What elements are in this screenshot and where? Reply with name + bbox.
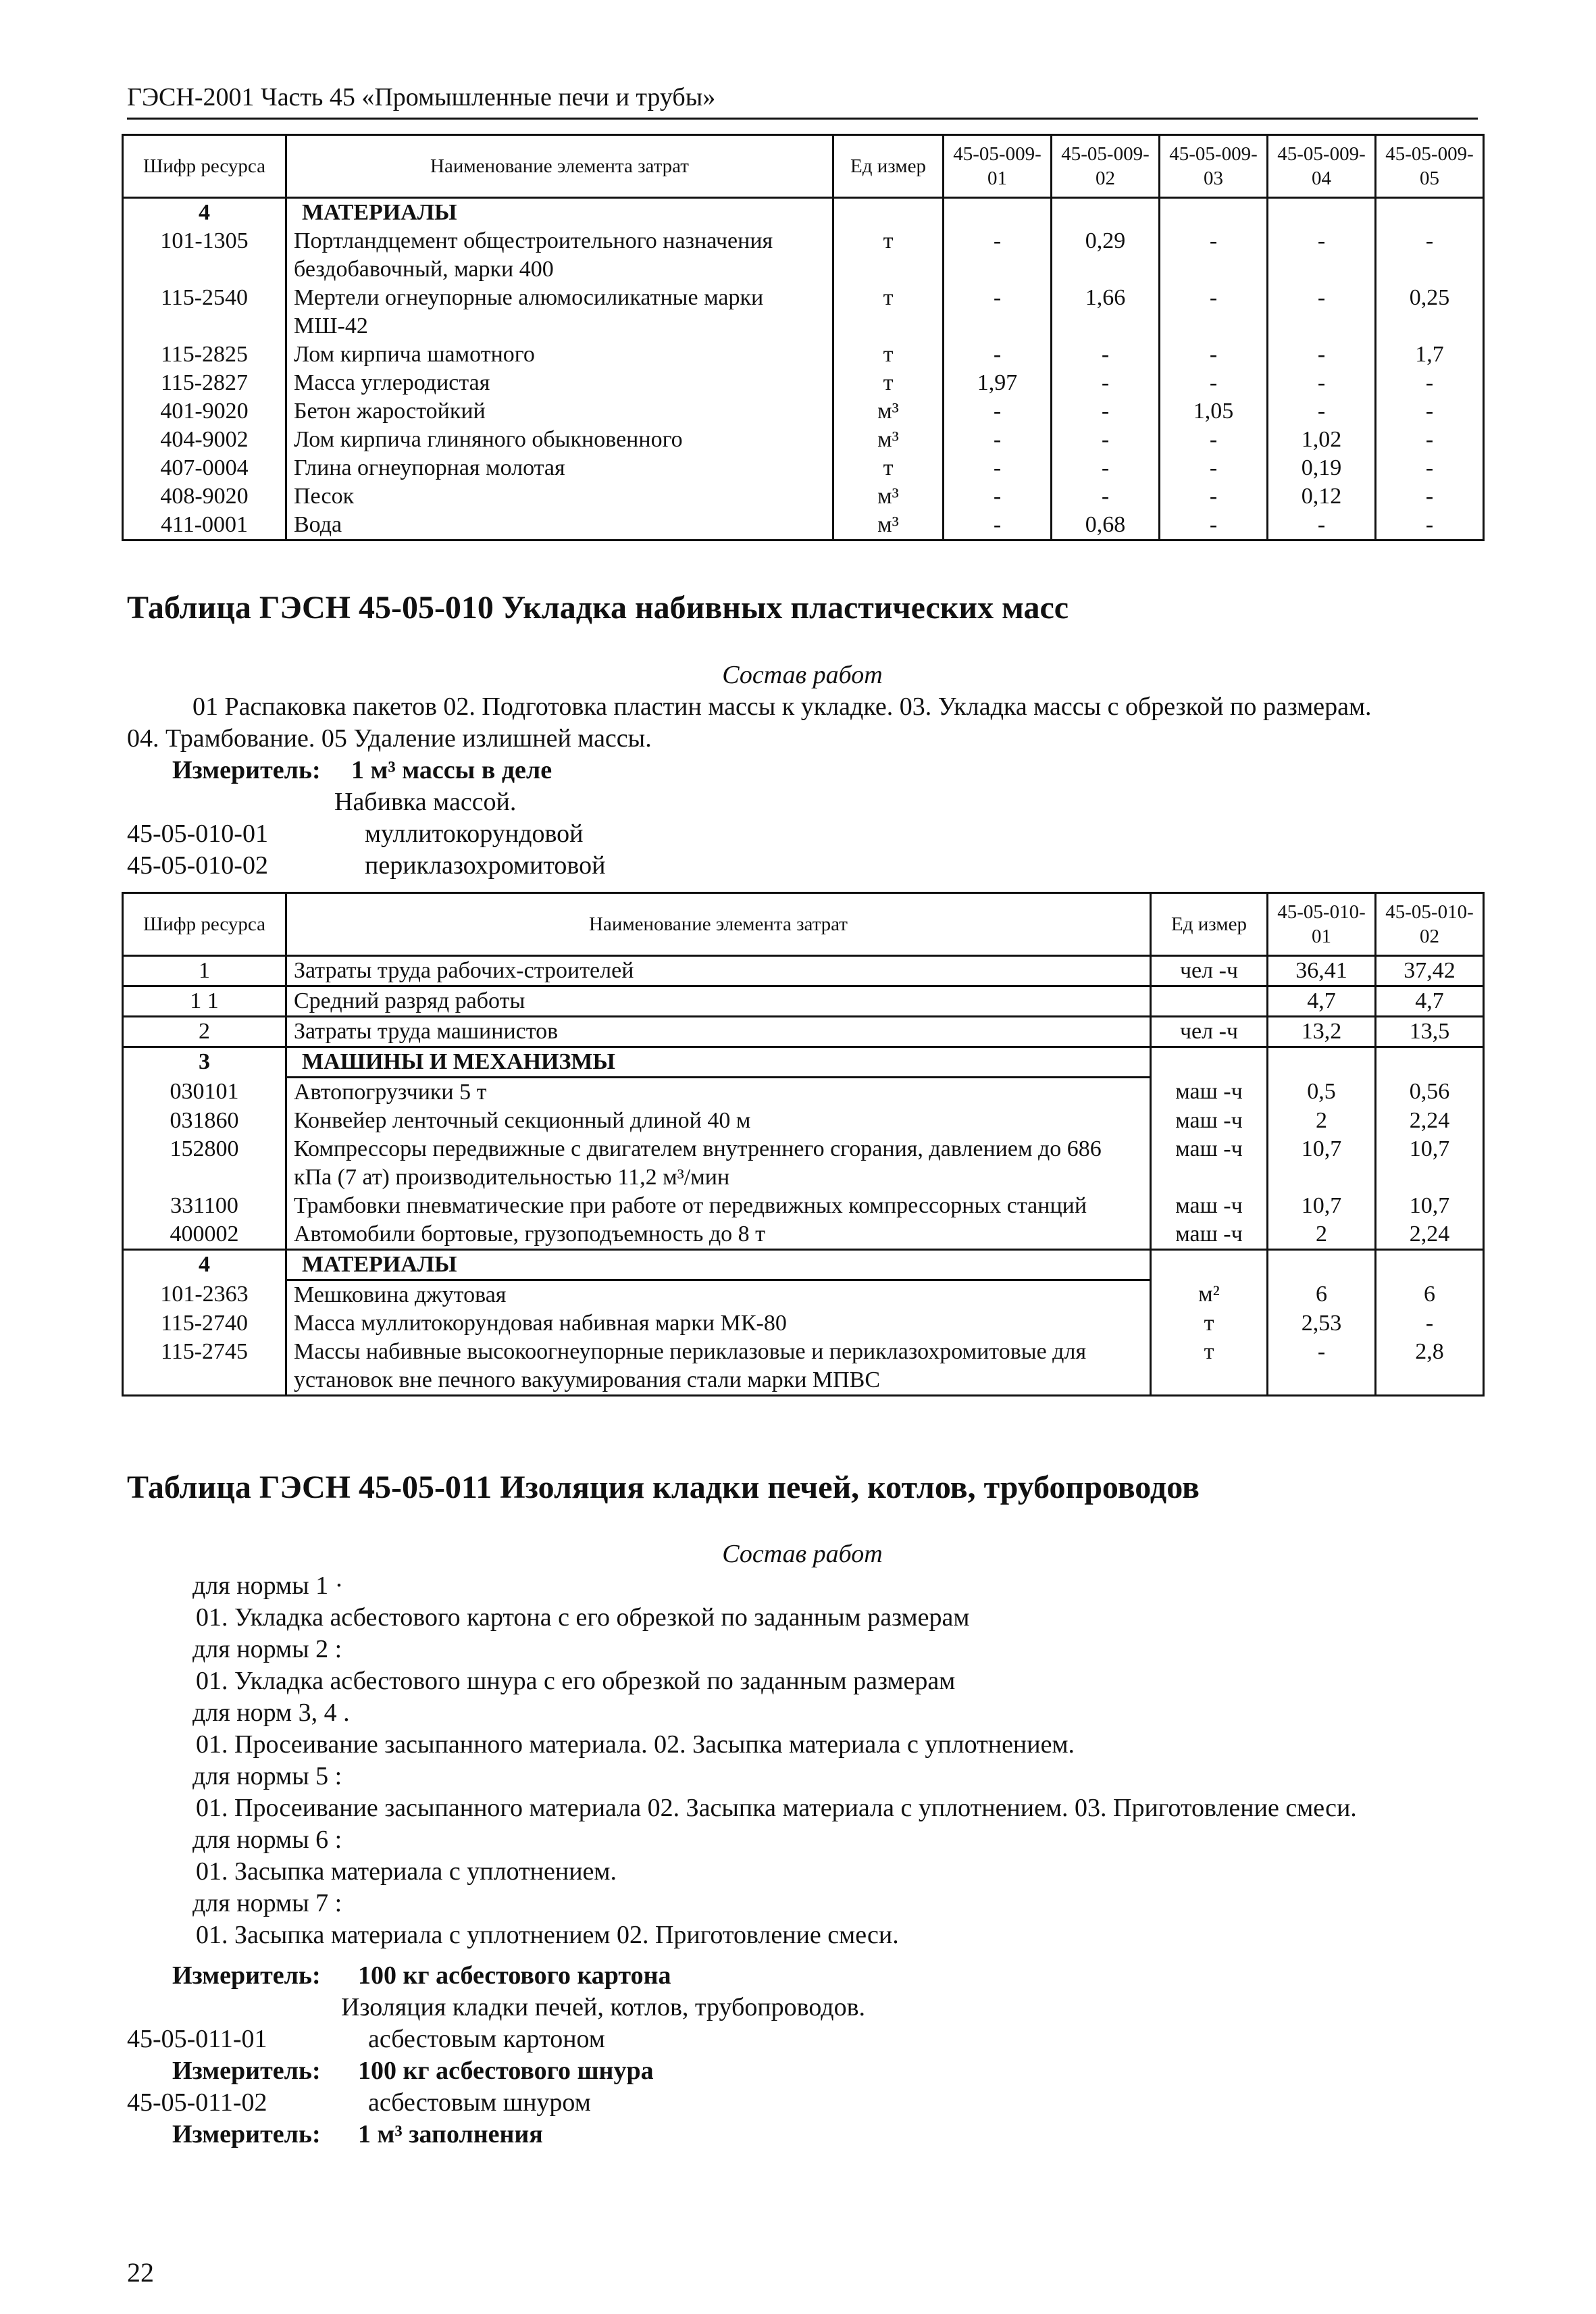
norm-value: - [944,454,1052,482]
measure-value: 1 м³ заполнения [358,2120,543,2148]
norm-value: - [944,341,1052,369]
resource-unit: т [833,227,944,284]
subtitle: Изоляция кладки печей, котлов, трубопроводов. [341,1993,866,2021]
resource-unit: м³ [833,397,944,426]
norm-value: - [1376,454,1484,482]
norm-value: - [1052,454,1160,482]
norm-value: - [1376,511,1484,540]
resource-name: Затраты труда машинистов [286,1017,1151,1047]
norm-value: - [1052,369,1160,397]
resource-name: Автомобили бортовые, грузоподъемность до 8 т [286,1220,1151,1250]
resource-unit: маш -ч [1151,1078,1268,1107]
norm-value: 0,68 [1052,511,1160,540]
section-row [123,1250,1484,1280]
table-row [123,227,1484,284]
col-header-norm: 45-05-009-03 [1160,135,1268,198]
resource-name: Автопогрузчики 5 т [286,1078,1151,1107]
subtitle: Набивка массой. [334,788,517,816]
norm-value: 1,7 [1376,341,1484,369]
resource-unit: маш -ч [1151,1220,1268,1250]
norm-value: - [1376,369,1484,397]
norm-value: 1,02 [1268,426,1376,454]
table-row [123,341,1484,369]
resource-table-010 [122,892,1485,1397]
table-row [123,1078,1484,1107]
table-title-010: Таблица ГЭСН 45-05-010 Укладка набивных пластических масс [127,590,1069,626]
resource-name: Вода [286,511,833,540]
measure-label: Измеритель: [172,2057,321,2085]
norm-value: 2 [1268,1107,1376,1135]
norm-value: - [1160,227,1268,284]
norm-value: 0,25 [1376,284,1484,341]
col-header-unit: Ед измер [1151,893,1268,956]
norm-value: - [944,397,1052,426]
resource-unit: м³ [833,426,944,454]
norm-value: 2,24 [1376,1107,1484,1135]
norm-value: 13,2 [1268,1017,1376,1047]
table-row [123,482,1484,511]
norm-value: 4,7 [1376,986,1484,1017]
measure-value: 100 кг асбестового картона [358,1961,671,1990]
norm-value: 6 [1376,1280,1484,1310]
section-name: МАТЕРИАЛЫ [286,1250,1151,1280]
composition-title: Состав работ [722,1540,883,1568]
resource-name: Мешковина джутовая [286,1280,1151,1310]
measure-label: Измеритель: [172,756,321,784]
resource-unit: т [1151,1338,1268,1396]
table-row [123,397,1484,426]
resource-code: 115-2540 [123,284,286,341]
resource-name: Портландцемент общестроительного назначения бездобавочный, марки 400 [286,227,833,284]
norm-value: 6 [1268,1280,1376,1310]
norm-value: - [1376,227,1484,284]
table-row [123,284,1484,341]
norm-name: периклазохромитовой [365,851,606,880]
resource-unit: маш -ч [1151,1107,1268,1135]
col-header-code: Шифр ресурса [123,135,286,198]
resource-unit: т [833,341,944,369]
table-title-011: Таблица ГЭСН 45-05-011 Изоляция кладки печей, котлов, трубопроводов [127,1469,1200,1505]
norm-value: - [944,482,1052,511]
col-header-code: Шифр ресурса [123,893,286,956]
norm-value: 10,7 [1268,1192,1376,1220]
resource-name: Масса углеродистая [286,369,833,397]
resource-unit: маш -ч [1151,1135,1268,1192]
norm-name: асбестовым шнуром [368,2088,591,2117]
section-row [123,1047,1484,1078]
col-header-norm: 45-05-010-01 [1268,893,1376,956]
norm-code: 45-05-010-02 [127,851,268,880]
resource-code: 400002 [123,1220,286,1250]
resource-name: Мертели огнеупорные алюмосиликатные марки МШ-42 [286,284,833,341]
col-header-norm: 45-05-009-05 [1376,135,1484,198]
table-row [123,1309,1484,1338]
measure-label: Измеритель: [172,2120,321,2148]
resource-name: Лом кирпича глиняного обыкновенного [286,426,833,454]
resource-name: Затраты труда рабочих-строителей [286,956,1151,986]
norm-code: 45-05-010-01 [127,820,268,848]
table-row [123,956,1484,986]
resource-unit: чел -ч [1151,1017,1268,1047]
resource-code: 115-2827 [123,369,286,397]
norm-value: - [1268,341,1376,369]
table-row [123,1192,1484,1220]
norm-value: - [1160,426,1268,454]
resource-name: Песок [286,482,833,511]
composition-text: для нормы 2 : [192,1635,342,1663]
norm-value: - [1160,369,1268,397]
resource-unit: т [1151,1309,1268,1338]
composition-text: для нормы 6 : [192,1826,342,1854]
norm-value: - [1268,1338,1376,1396]
norm-value: 10,7 [1268,1135,1376,1192]
norm-value: 13,5 [1376,1017,1484,1047]
norm-value: 0,56 [1376,1078,1484,1107]
composition-title: Состав работ [722,661,883,689]
norm-value: 1,66 [1052,284,1160,341]
norm-value: 1,97 [944,369,1052,397]
resource-name: Трамбовки пневматические при работе от передвижных компрессорных станций [286,1192,1151,1220]
norm-value: - [1052,341,1160,369]
norm-value: - [944,284,1052,341]
measure-value: 100 кг асбестового шнура [358,2057,654,2085]
norm-value: 0,29 [1052,227,1160,284]
col-header-name: Наименование элемента затрат [286,135,833,198]
table-row [123,454,1484,482]
norm-value: - [1268,511,1376,540]
table-row [123,986,1484,1017]
resource-code: 411-0001 [123,511,286,540]
norm-value: - [1376,397,1484,426]
col-header-unit: Ед измер [833,135,944,198]
resource-unit: м² [1151,1280,1268,1310]
norm-value: 10,7 [1376,1192,1484,1220]
norm-value: - [1052,397,1160,426]
norm-name: асбестовым картоном [368,2025,605,2053]
resource-table-009 [122,134,1485,541]
norm-value: - [1268,397,1376,426]
empty-cell [1151,1047,1268,1078]
page-header: ГЭСН-2001 Часть 45 «Промышленные печи и трубы» [127,81,1478,120]
empty-cell [1268,1047,1376,1078]
norm-value: - [1268,369,1376,397]
resource-unit: т [833,369,944,397]
resource-name: Лом кирпича шамотного [286,341,833,369]
norm-value: 1,05 [1160,397,1268,426]
norm-value: 4,7 [1268,986,1376,1017]
composition-text: 01. Засыпка материала с уплотнением. [196,1857,617,1886]
resource-code: 408-9020 [123,482,286,511]
resource-code: 404-9002 [123,426,286,454]
resource-unit: чел -ч [1151,956,1268,986]
empty-cell [1268,1250,1376,1280]
composition-text: 01. Просеивание засыпанного материала 02. Засыпка материала с уплотнением. 03. Приготовление смеси. [196,1794,1357,1822]
resource-name: Масса муллитокорундовая набивная марки МК-80 [286,1309,1151,1338]
resource-code: 1 1 [123,986,286,1017]
resource-unit: т [833,284,944,341]
resource-unit: маш -ч [1151,1192,1268,1220]
norm-value: - [1052,426,1160,454]
measure-label: Измеритель: [172,1961,321,1990]
empty-cell [1376,1250,1484,1280]
composition-text: 01. Просеивание засыпанного материала. 02. Засыпка материала с уплотнением. [196,1730,1075,1759]
norm-value: - [1268,284,1376,341]
norm-value: 0,5 [1268,1078,1376,1107]
table-row [123,1338,1484,1396]
resource-code: 115-2745 [123,1338,286,1396]
table-row [123,1220,1484,1250]
resource-code: 152800 [123,1135,286,1192]
col-header-norm: 45-05-009-01 [944,135,1052,198]
composition-text: 01. Укладка асбестового шнура с его обрезкой по заданным размерам [196,1667,956,1695]
section-code: 4 [123,1250,286,1280]
composition-text: 01 Распаковка пакетов 02. Подготовка пластин массы к укладке. 03. Укладка массы с обрезкой по размерам. [192,693,1372,721]
resource-code: 1 [123,956,286,986]
norm-name: муллитокорундовой [365,820,584,848]
norm-value: - [944,511,1052,540]
section-code: 3 [123,1047,286,1078]
norm-value: - [1376,426,1484,454]
section-row [123,198,1484,228]
page-number: 22 [127,2257,154,2288]
composition-text: 04. Трамбование. 05 Удаление излишней массы. [127,724,652,753]
resource-name: Массы набивные высокоогнеупорные периклазовые и периклазохромитовые для установок вне печного вакуумирования стали марки МПВС [286,1338,1151,1396]
norm-value: - [1268,227,1376,284]
col-header-norm: 45-05-009-04 [1268,135,1376,198]
norm-value: 2,8 [1376,1338,1484,1396]
resource-name: Средний разряд работы [286,986,1151,1017]
norm-value: 10,7 [1376,1135,1484,1192]
norm-value: - [1160,284,1268,341]
composition-text: для нормы 5 : [192,1762,342,1790]
table-row [123,511,1484,540]
composition-text: для нормы 7 : [192,1889,342,1917]
norm-value: 36,41 [1268,956,1376,986]
norm-value: 2,53 [1268,1309,1376,1338]
norm-value: 2 [1268,1220,1376,1250]
composition-text: для норм 3, 4 . [192,1699,350,1727]
col-header-norm: 45-05-010-02 [1376,893,1484,956]
resource-unit: м³ [833,482,944,511]
norm-value: 2,24 [1376,1220,1484,1250]
resource-code: 101-2363 [123,1280,286,1310]
table-row [123,1135,1484,1192]
resource-code: 115-2740 [123,1309,286,1338]
table-row [123,1017,1484,1047]
empty-cell [1376,1047,1484,1078]
section-code: 4 [123,198,286,228]
resource-code: 030101 [123,1078,286,1107]
resource-code: 401-9020 [123,397,286,426]
resource-unit: т [833,454,944,482]
norm-value: - [1160,482,1268,511]
composition-text: 01. Укладка асбестового картона с его обрезкой по заданным размерам [196,1603,970,1632]
resource-name: Конвейер ленточный секционный длиной 40 м [286,1107,1151,1135]
composition-text: 01. Засыпка материала с уплотнением 02. Приготовление смеси. [196,1921,899,1949]
norm-value: 0,19 [1268,454,1376,482]
norm-value: 37,42 [1376,956,1484,986]
table-row [123,1107,1484,1135]
table-row [123,426,1484,454]
norm-value: - [1376,482,1484,511]
table-row [123,369,1484,397]
resource-code: 2 [123,1017,286,1047]
table-row [123,1280,1484,1310]
resource-name: Глина огнеупорная молотая [286,454,833,482]
norm-code: 45-05-011-02 [127,2088,267,2117]
col-header-norm: 45-05-009-02 [1052,135,1160,198]
resource-code: 331100 [123,1192,286,1220]
resource-unit [1151,986,1268,1017]
norm-value: - [1376,1309,1484,1338]
resource-name: Компрессоры передвижные с двигателем внутреннего сгорания, давлением до 686 кПа (7 ат) производительностью 11,2 м³/мин [286,1135,1151,1192]
resource-code: 031860 [123,1107,286,1135]
norm-value: - [944,227,1052,284]
col-header-name: Наименование элемента затрат [286,893,1151,956]
measure-value: 1 м³ массы в деле [351,756,552,784]
norm-value: - [1052,482,1160,511]
norm-value: - [1160,511,1268,540]
empty-cell [1151,1250,1268,1280]
norm-code: 45-05-011-01 [127,2025,267,2053]
resource-name: Бетон жаростойкий [286,397,833,426]
resource-code: 115-2825 [123,341,286,369]
composition-text: для нормы 1 · [192,1571,344,1600]
norm-value: - [944,426,1052,454]
norm-value: - [1160,454,1268,482]
norm-value: - [1160,341,1268,369]
section-name: МАТЕРИАЛЫ [286,198,833,228]
section-name: МАШИНЫ И МЕХАНИЗМЫ [286,1047,1151,1078]
resource-code: 101-1305 [123,227,286,284]
norm-value: 0,12 [1268,482,1376,511]
resource-unit: м³ [833,511,944,540]
resource-code: 407-0004 [123,454,286,482]
